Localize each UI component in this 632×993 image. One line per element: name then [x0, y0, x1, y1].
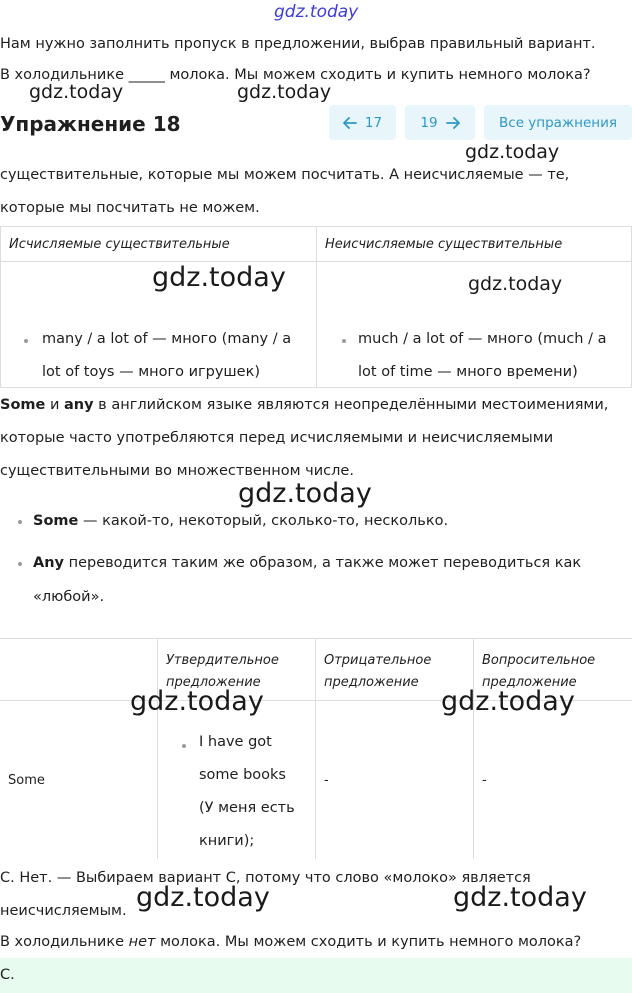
- negative-value: -: [324, 773, 329, 788]
- watermark: gdz.today: [29, 81, 124, 103]
- arrow-right-icon: [446, 117, 460, 129]
- countable-header: Исчисляемые существительные: [1, 227, 317, 262]
- bullet-icon: [182, 744, 186, 748]
- question-header-2: предложение: [482, 675, 577, 690]
- term-some: Some: [0, 397, 46, 413]
- answer-box: [0, 958, 632, 993]
- some-any-line-3: существительными во множественном числе.: [0, 463, 354, 479]
- all-exercises-label: Все упражнения: [499, 114, 617, 131]
- all-exercises-button[interactable]: [484, 105, 632, 140]
- bullet-icon: [18, 520, 22, 524]
- bullet-icon: [342, 339, 346, 343]
- next-exercise-button[interactable]: [405, 105, 475, 140]
- bullet-icon: [18, 562, 22, 566]
- watermark: gdz.today: [152, 262, 286, 293]
- next-exercise-label: 19: [420, 114, 438, 131]
- row-label-some: Some: [8, 773, 45, 788]
- affirmative-header-1: Утвердительное: [166, 653, 279, 668]
- some-bullet: [33, 511, 448, 531]
- affirmative-header-2: предложение: [166, 675, 261, 690]
- question-header-1: Вопросительное: [482, 653, 596, 668]
- final-prefix: В холодильнике: [0, 934, 129, 950]
- affirmative-cell: [158, 701, 316, 859]
- row-label-cell: [0, 701, 158, 859]
- affirmative-example-1: I have got: [199, 734, 272, 750]
- watermark: gdz.today: [237, 81, 332, 103]
- some-any-line-1: [0, 395, 608, 415]
- site-logo[interactable]: gdz.today: [274, 2, 359, 22]
- uncountable-line-1: much / a lot of — много (much / a: [358, 331, 607, 347]
- countable-line-1: many / a lot of — много (many / a: [42, 331, 292, 347]
- task-instruction: Нам нужно заполнить пропуск в предложении, выбрав правильный вариант.: [0, 36, 596, 52]
- watermark: gdz.today: [468, 273, 563, 295]
- any-bullet: [33, 553, 581, 573]
- some-bullet-text: — какой-то, некоторый, сколько-то, несколько.: [78, 513, 449, 529]
- uncountable-header: Неисчисляемые существительные: [317, 227, 632, 262]
- countable-line-2: lot of toys — много игрушек): [42, 364, 261, 380]
- final-suffix: молока. Мы можем сходить и купить немного молока?: [155, 934, 582, 950]
- term-some-bullet: Some: [33, 513, 79, 529]
- affirmative-example-4: книги);: [199, 833, 255, 849]
- nouns-table: [0, 226, 632, 388]
- prev-exercise-label: 17: [364, 114, 383, 131]
- watermark: gdz.today: [465, 141, 560, 163]
- final-sentence: [0, 932, 581, 952]
- any-bullet-text: переводится таким же образом, а также может переводиться как: [64, 555, 582, 571]
- any-bullet-line-2: «любой».: [33, 589, 105, 605]
- term-any-bullet: Any: [33, 555, 64, 571]
- final-word: нет: [128, 934, 156, 950]
- explanation-line-1: существительные, которые мы можем посчитать. А неисчисляемые — те,: [0, 167, 570, 183]
- negative-header-2: предложение: [324, 675, 419, 690]
- exercise-title: Упражнение 18: [0, 112, 181, 136]
- watermark: gdz.today: [238, 478, 372, 509]
- question-value: -: [482, 773, 487, 788]
- affirmative-example-2: some books: [199, 767, 286, 783]
- bullet-icon: [24, 339, 28, 343]
- arrow-left-icon: [343, 117, 357, 129]
- some-any-conj: и: [45, 397, 65, 413]
- negative-cell: [316, 701, 474, 859]
- watermark: gdz.today: [130, 686, 264, 717]
- term-any: any: [64, 397, 94, 413]
- negative-header-1: Отрицательное: [324, 653, 432, 668]
- explanation-line-2: которые мы посчитать не можем.: [0, 200, 260, 216]
- watermark: gdz.today: [441, 686, 575, 717]
- answer-explanation-2: неисчисляемым.: [0, 903, 127, 919]
- some-any-line-1-rest: в английском языке являются неопределёнными местоимениями,: [93, 397, 609, 413]
- watermark: gdz.today: [453, 882, 587, 913]
- prev-exercise-button[interactable]: [329, 105, 396, 140]
- some-any-table: [0, 638, 632, 859]
- answer-choice: С.: [0, 967, 15, 983]
- affirmative-example-3: (У меня есть: [199, 800, 295, 816]
- answer-explanation-1: С. Нет. — Выбираем вариант С, потому что слово «молоко» является: [0, 870, 531, 886]
- watermark: gdz.today: [136, 882, 270, 913]
- uncountable-line-2: lot of time — много времени): [358, 364, 578, 380]
- some-any-line-2: которые часто употребляются перед исчисляемыми и неисчисляемыми: [0, 430, 554, 446]
- question-cell: [474, 701, 632, 859]
- task-sentence: В холодильнике _____ молока. Мы можем сходить и купить немного молока?: [0, 67, 591, 83]
